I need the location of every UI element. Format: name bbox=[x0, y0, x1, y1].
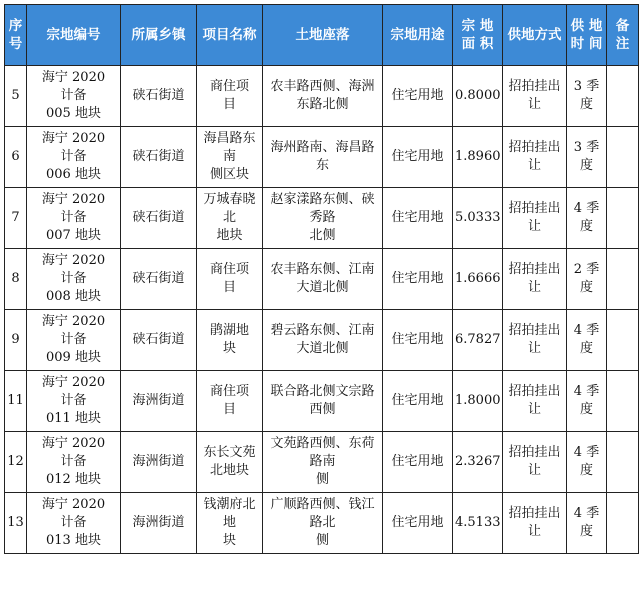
cell-note bbox=[607, 493, 639, 554]
cell-project: 商住项 目 bbox=[197, 371, 263, 432]
cell-town: 硖石街道 bbox=[121, 127, 197, 188]
cell-project: 商住项 目 bbox=[197, 249, 263, 310]
cell-use: 住宅用地 bbox=[383, 249, 453, 310]
cell-location: 农丰路西侧、海洲 东路北侧 bbox=[263, 66, 383, 127]
cell-code: 海宁 2020 计备 012 地块 bbox=[27, 432, 121, 493]
cell-method: 招拍挂出 让 bbox=[503, 188, 567, 249]
cell-seq: 7 bbox=[5, 188, 27, 249]
cell-use: 住宅用地 bbox=[383, 188, 453, 249]
table-row bbox=[5, 66, 639, 127]
header-note: 备 注 bbox=[607, 5, 639, 66]
cell-area: 1.8000 bbox=[453, 371, 503, 432]
cell-method: 招拍挂出 让 bbox=[503, 127, 567, 188]
cell-code: 海宁 2020 计备 008 地块 bbox=[27, 249, 121, 310]
header-time: 供 地 时 间 bbox=[567, 5, 607, 66]
cell-project: 鹃湖地 块 bbox=[197, 310, 263, 371]
land-supply-table bbox=[4, 4, 639, 554]
cell-note bbox=[607, 249, 639, 310]
cell-seq: 9 bbox=[5, 310, 27, 371]
cell-area: 5.0333 bbox=[453, 188, 503, 249]
cell-use: 住宅用地 bbox=[383, 127, 453, 188]
cell-time: 4 季 度 bbox=[567, 371, 607, 432]
cell-seq: 13 bbox=[5, 493, 27, 554]
cell-note bbox=[607, 310, 639, 371]
cell-location: 农丰路东侧、江南 大道北侧 bbox=[263, 249, 383, 310]
cell-code: 海宁 2020 计备 006 地块 bbox=[27, 127, 121, 188]
cell-area: 4.5133 bbox=[453, 493, 503, 554]
cell-use: 住宅用地 bbox=[383, 493, 453, 554]
cell-code: 海宁 2020 计备 007 地块 bbox=[27, 188, 121, 249]
cell-method: 招拍挂出 让 bbox=[503, 249, 567, 310]
cell-code: 海宁 2020 计备 009 地块 bbox=[27, 310, 121, 371]
cell-use: 住宅用地 bbox=[383, 371, 453, 432]
cell-area: 2.3267 bbox=[453, 432, 503, 493]
cell-town: 硖石街道 bbox=[121, 249, 197, 310]
header-seq: 序 号 bbox=[5, 5, 27, 66]
cell-seq: 8 bbox=[5, 249, 27, 310]
cell-project: 钱潮府北 地 块 bbox=[197, 493, 263, 554]
cell-area: 1.6666 bbox=[453, 249, 503, 310]
cell-code: 海宁 2020 计备 011 地块 bbox=[27, 371, 121, 432]
cell-method: 招拍挂出 让 bbox=[503, 66, 567, 127]
cell-use: 住宅用地 bbox=[383, 432, 453, 493]
cell-project: 东长文苑 北地块 bbox=[197, 432, 263, 493]
table-row bbox=[5, 127, 639, 188]
cell-location: 联合路北侧文宗路 西侧 bbox=[263, 371, 383, 432]
header-town: 所属乡镇 bbox=[121, 5, 197, 66]
cell-seq: 6 bbox=[5, 127, 27, 188]
cell-location: 碧云路东侧、江南 大道北侧 bbox=[263, 310, 383, 371]
cell-area: 1.8960 bbox=[453, 127, 503, 188]
cell-time: 4 季 度 bbox=[567, 493, 607, 554]
cell-code: 海宁 2020 计备 013 地块 bbox=[27, 493, 121, 554]
cell-method: 招拍挂出 让 bbox=[503, 310, 567, 371]
cell-use: 住宅用地 bbox=[383, 66, 453, 127]
cell-note bbox=[607, 432, 639, 493]
cell-town: 海洲街道 bbox=[121, 371, 197, 432]
cell-time: 3 季 度 bbox=[567, 66, 607, 127]
cell-area: 0.8000 bbox=[453, 66, 503, 127]
cell-time: 4 季 度 bbox=[567, 310, 607, 371]
table-body bbox=[5, 66, 639, 554]
table-row bbox=[5, 249, 639, 310]
cell-time: 3 季 度 bbox=[567, 127, 607, 188]
cell-time: 2 季 度 bbox=[567, 249, 607, 310]
table-row bbox=[5, 310, 639, 371]
header-area: 宗 地 面 积 bbox=[453, 5, 503, 66]
cell-project: 商住项 目 bbox=[197, 66, 263, 127]
cell-town: 海洲街道 bbox=[121, 493, 197, 554]
header-location: 土地座落 bbox=[263, 5, 383, 66]
cell-town: 硖石街道 bbox=[121, 188, 197, 249]
cell-town: 硖石街道 bbox=[121, 66, 197, 127]
header-method: 供地方式 bbox=[503, 5, 567, 66]
cell-note bbox=[607, 127, 639, 188]
cell-location: 海州路南、海昌路 东 bbox=[263, 127, 383, 188]
cell-method: 招拍挂出 让 bbox=[503, 432, 567, 493]
header-code: 宗地编号 bbox=[27, 5, 121, 66]
cell-note bbox=[607, 371, 639, 432]
cell-seq: 5 bbox=[5, 66, 27, 127]
table-row bbox=[5, 493, 639, 554]
header-use: 宗地用途 bbox=[383, 5, 453, 66]
table-row bbox=[5, 188, 639, 249]
table-row bbox=[5, 432, 639, 493]
cell-project: 万城春晓 北 地块 bbox=[197, 188, 263, 249]
cell-project: 海昌路东 南 侧区块 bbox=[197, 127, 263, 188]
cell-seq: 11 bbox=[5, 371, 27, 432]
cell-code: 海宁 2020 计备 005 地块 bbox=[27, 66, 121, 127]
cell-method: 招拍挂出 让 bbox=[503, 493, 567, 554]
cell-time: 4 季 度 bbox=[567, 432, 607, 493]
header-row bbox=[5, 5, 639, 66]
cell-seq: 12 bbox=[5, 432, 27, 493]
cell-location: 文苑路西侧、东荷 路南 侧 bbox=[263, 432, 383, 493]
cell-area: 6.7827 bbox=[453, 310, 503, 371]
cell-town: 海洲街道 bbox=[121, 432, 197, 493]
cell-note bbox=[607, 188, 639, 249]
cell-time: 4 季 度 bbox=[567, 188, 607, 249]
table-row bbox=[5, 371, 639, 432]
cell-town: 硖石街道 bbox=[121, 310, 197, 371]
cell-use: 住宅用地 bbox=[383, 310, 453, 371]
cell-method: 招拍挂出 让 bbox=[503, 371, 567, 432]
header-project: 项目名称 bbox=[197, 5, 263, 66]
cell-note bbox=[607, 66, 639, 127]
cell-location: 广顺路西侧、钱江 路北 侧 bbox=[263, 493, 383, 554]
cell-location: 赵家漾路东侧、硖 秀路 北侧 bbox=[263, 188, 383, 249]
